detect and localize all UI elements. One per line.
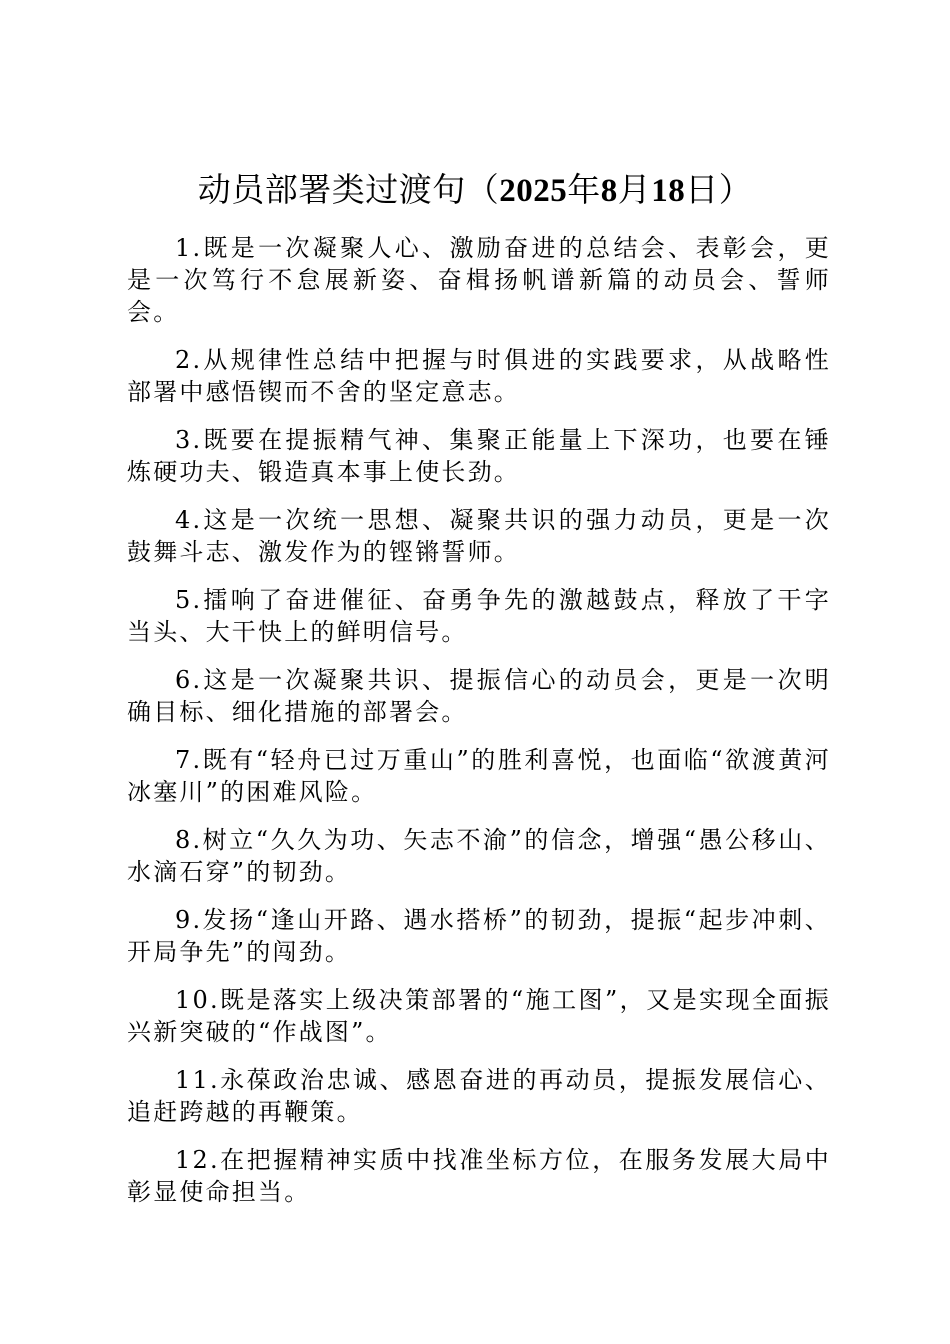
title-prefix: 动员部署类过渡句（ bbox=[197, 170, 500, 209]
document-body bbox=[127, 232, 831, 1224]
paragraph-4: 4.这是一次统一思想、凝聚共识的强力动员，更是一次鼓舞斗志、激发作为的铿锵誓师。 bbox=[127, 506, 831, 566]
title-yue: 月 bbox=[617, 170, 652, 209]
title-month: 8 bbox=[600, 173, 618, 209]
paragraph-2: 2.从规律性总结中把握与时俱进的实践要求，从战略性部署中感悟锲而不舍的坚定意志。 bbox=[127, 346, 831, 406]
title-nian: 年 bbox=[567, 170, 601, 209]
title-suffix: 日） bbox=[685, 170, 753, 209]
paragraph-1: 1.既是一次凝聚人心、激励奋进的总结会、表彰会，更是一次笃行不怠展新姿、奋楫扬帆谱新篇的动员会、誓师会。 bbox=[127, 234, 831, 326]
title-day: 18 bbox=[651, 173, 686, 209]
paragraph-12: 12.在把握精神实质中找准坐标方位，在服务发展大局中彰显使命担当。 bbox=[127, 1146, 831, 1206]
paragraph-9: 9.发扬“逢山开路、遇水搭桥”的韧劲，提振“起步冲刺、开局争先”的闯劲。 bbox=[127, 906, 831, 966]
paragraph-5: 5.擂响了奋进催征、奋勇争先的激越鼓点，释放了干字当头、大干快上的鲜明信号。 bbox=[127, 586, 831, 646]
paragraph-7: 7.既有“轻舟已过万重山”的胜利喜悦，也面临“欲渡黄河冰塞川”的困难风险。 bbox=[127, 746, 831, 806]
paragraph-3: 3.既要在提振精气神、集聚正能量上下深功，也要在锤炼硬功夫、锻造真本事上使长劲。 bbox=[127, 426, 831, 486]
paragraph-10: 10.既是落实上级决策部署的“施工图”，又是实现全面振兴新突破的“作战图”。 bbox=[127, 986, 831, 1046]
paragraph-6: 6.这是一次凝聚共识、提振信心的动员会，更是一次明确目标、细化措施的部署会。 bbox=[127, 666, 831, 726]
paragraph-11: 11.永葆政治忠诚、感恩奋进的再动员，提振发展信心、追赶跨越的再鞭策。 bbox=[127, 1066, 831, 1126]
document-title bbox=[0, 168, 950, 213]
paragraph-8: 8.树立“久久为功、矢志不渝”的信念，增强“愚公移山、水滴石穿”的韧劲。 bbox=[127, 826, 831, 886]
title-year: 2025 bbox=[499, 173, 568, 209]
